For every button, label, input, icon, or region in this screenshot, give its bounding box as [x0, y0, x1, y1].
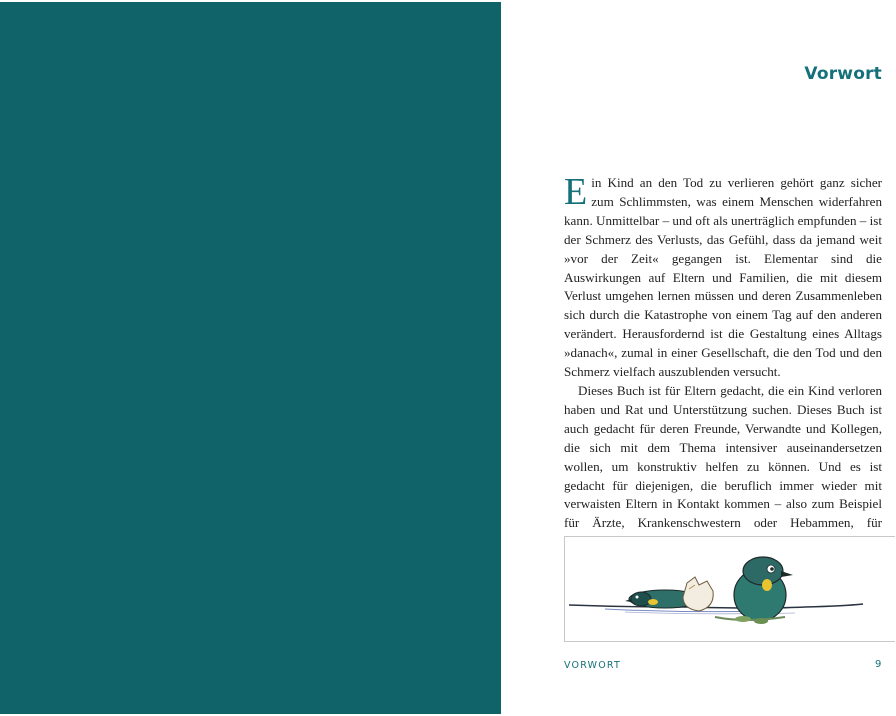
running-footer: VORWORT	[564, 660, 622, 671]
bird-illustration	[564, 536, 895, 642]
body-text	[564, 171, 882, 552]
birds-drawing	[565, 537, 895, 641]
page-number: 9	[875, 659, 882, 670]
drop-cap: E	[564, 171, 588, 213]
paragraph-2: Dieses Buch ist für Eltern gedacht, die ein Kind verloren haben und Rat und Unterstützung suchen. Dieses Buch ist auch gedacht für deren Freunde, Verwandte und Kollegen, die sich mit dem Thema intensiver auseinandersetzen wollen, um konstruktiv helfen zu können. Und es ist gedacht für diejenigen, die beruflich immer wieder mit verwaisten Eltern in Kontakt kommen – also zum Beispiel für Ärzte, Krankenschwestern oder Hebammen, für	[564, 382, 882, 531]
paragraph-1	[564, 171, 882, 382]
left-page-teal	[0, 2, 501, 714]
chapter-heading: Vorwort	[804, 64, 882, 84]
paragraph-1-text: in Kind an den Tod zu verlieren gehört ganz sicher zum Schlimmsten, was einem Menschen widerfahren kann. Unmittelbar – und oft als unerträglich empfunden – ist der Schmerz des Verlusts, das Gefühl, dass da jemand weit »vor der Zeit« gegangen ist. Elementar sind die Auswirkungen auf Eltern und Familien, die mit diesem Verlust umgehen lernen müssen und deren Zusammenleben sich durch die Katastrophe von einem Tag auf den anderen verändert. Herausfordernd ist die Gestaltung eines Alltags »danach«, zumal in einer Gesellschaft, die den Tod und den Schmerz vielfach auszublenden versucht.	[564, 175, 882, 380]
